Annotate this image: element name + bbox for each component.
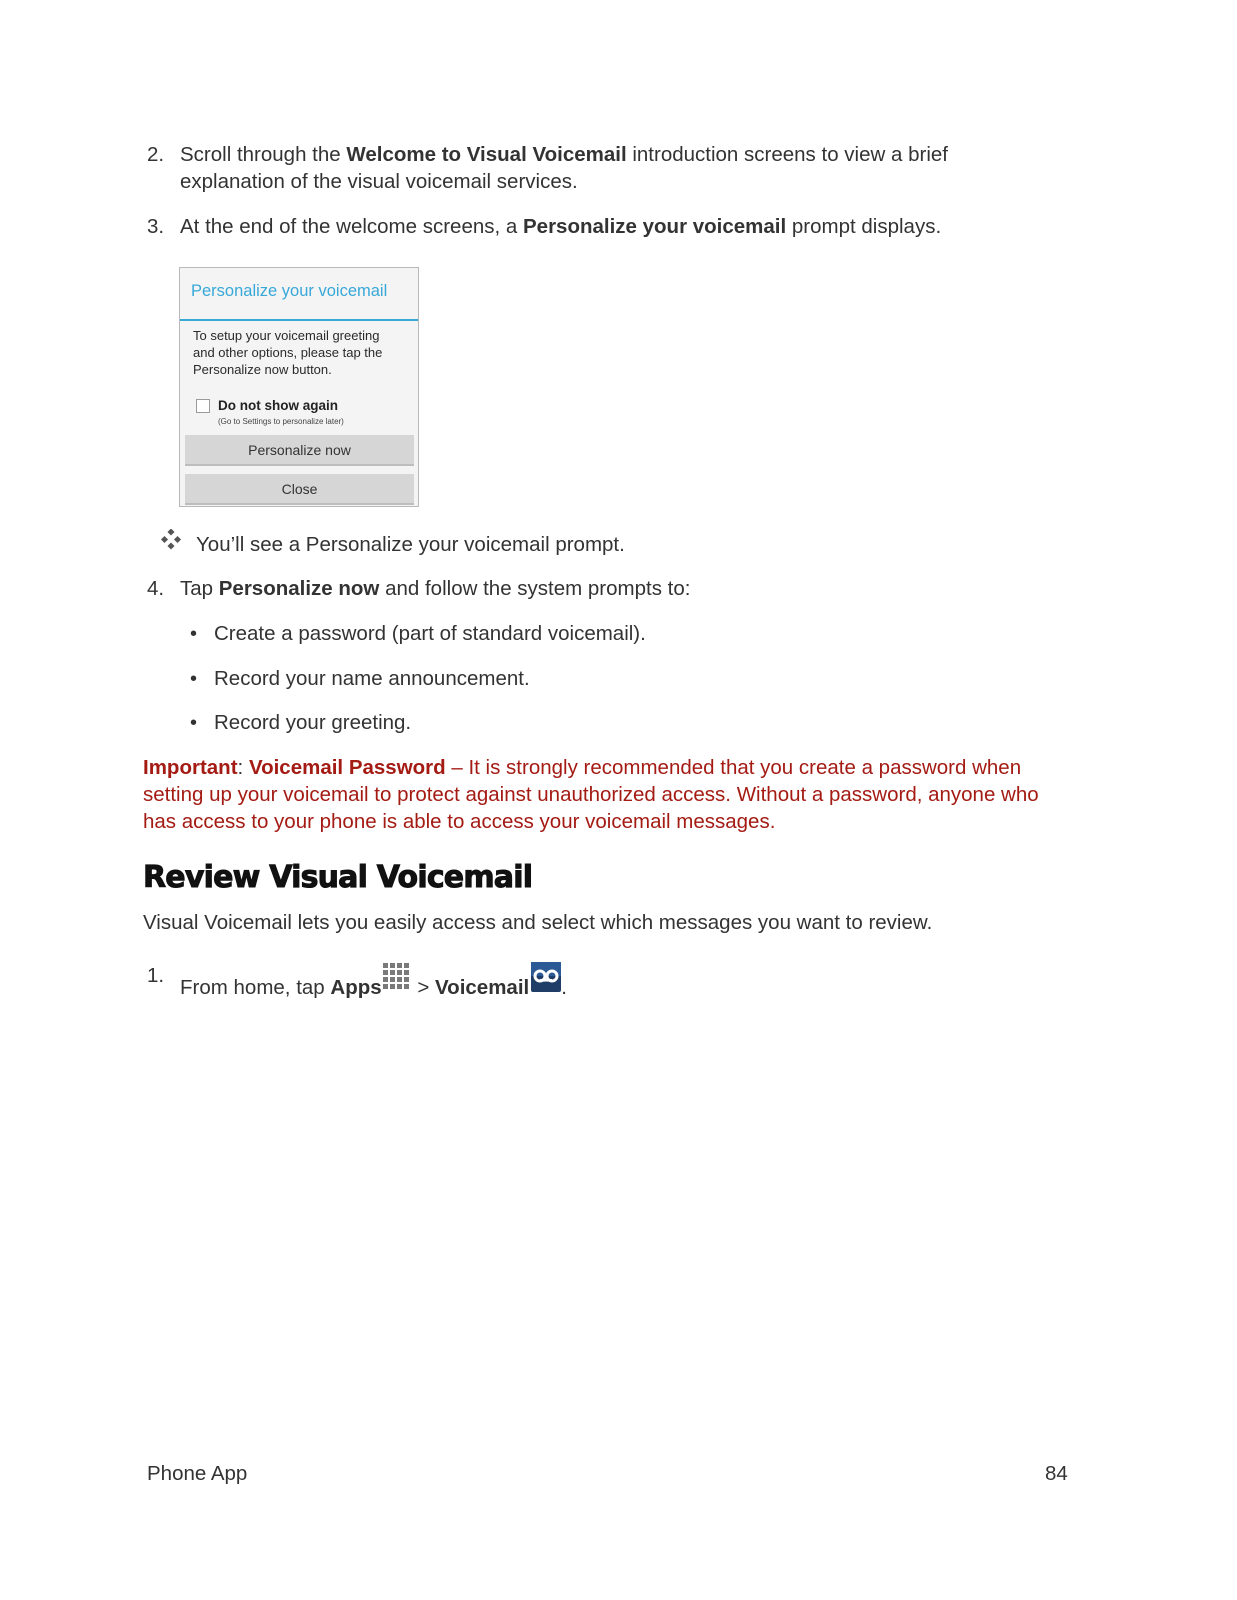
- do-not-show-hint: (Go to Settings to personalize later): [218, 417, 344, 426]
- dialog-title-divider: [180, 319, 418, 321]
- step-1-number: 1.: [147, 964, 165, 987]
- important-title: Voicemail Password: [248, 756, 446, 779]
- step-4-number: 4.: [147, 577, 165, 600]
- step-3-post: prompt displays.: [786, 215, 942, 238]
- step-2-line2: explanation of the visual voicemail services.: [180, 170, 578, 193]
- step-4-post: and follow the system prompts to:: [379, 577, 691, 600]
- personalize-now-button[interactable]: Personalize now: [185, 435, 414, 466]
- bullet-item: Record your name announcement.: [214, 667, 530, 690]
- step-3-number: 3.: [147, 215, 165, 238]
- do-not-show-checkbox[interactable]: [196, 399, 210, 413]
- note-diamond-icon: [160, 529, 182, 551]
- bullet-dot: •: [190, 712, 198, 734]
- section-intro: Visual Voicemail lets you easily access and select which messages you want to review.: [143, 911, 933, 934]
- important-colon: :: [237, 756, 244, 779]
- important-label: Important: [143, 756, 238, 779]
- dialog-body-line: To setup your voicemail greeting: [193, 328, 380, 343]
- step-2-text: [180, 141, 1080, 195]
- step-4-text: [180, 575, 1080, 602]
- step-2-post: introduction screens to view a brief: [626, 143, 948, 166]
- step-2-pre: Scroll through the: [180, 143, 347, 166]
- important-text: – It is strongly recommended that you create a password when setting up your voicemail to protect against unauthorized access. Without a password, anyone who has access to your phone is able to access your voicemail messages.: [143, 756, 1039, 833]
- dialog-body-line: Personalize now button.: [193, 362, 332, 377]
- bullet-dot: •: [190, 668, 198, 690]
- step-2-number: 2.: [147, 143, 165, 166]
- personalize-voicemail-dialog: [179, 267, 419, 507]
- bullet-item: Record your greeting.: [214, 711, 412, 734]
- section-heading: Review Visual Voicemail: [143, 860, 533, 895]
- step-3-bold: Personalize your voicemail: [523, 215, 787, 238]
- step-4-bold: Personalize now: [218, 577, 380, 600]
- apps-label: Apps: [330, 976, 382, 999]
- bullet-item: Create a password (part of standard voicemail).: [214, 622, 646, 645]
- dialog-body: [193, 327, 415, 378]
- note-text: You’ll see a Personalize your voicemail prompt.: [196, 533, 625, 556]
- bullet-dot: •: [190, 623, 198, 645]
- voicemail-icon: [531, 962, 561, 992]
- step-2-bold: Welcome to Visual Voicemail: [346, 143, 627, 166]
- step-1-pre: From home, tap: [180, 976, 331, 999]
- do-not-show-label: Do not show again: [218, 398, 338, 413]
- important-note: [143, 754, 1073, 835]
- apps-grid-icon: [382, 962, 412, 992]
- step-3-pre: At the end of the welcome screens, a: [180, 215, 523, 238]
- step-1-text: [180, 962, 1080, 1001]
- step-1-end: .: [561, 976, 567, 999]
- close-button[interactable]: Close: [185, 474, 414, 505]
- step-4-pre: Tap: [180, 577, 219, 600]
- voicemail-label: Voicemail: [435, 976, 530, 999]
- footer-section: Phone App: [147, 1462, 248, 1485]
- step-1-separator: >: [411, 976, 436, 999]
- dialog-body-line: and other options, please tap the: [193, 345, 383, 360]
- dialog-title: Personalize your voicemail: [191, 282, 388, 300]
- page-number: 84: [1045, 1462, 1068, 1485]
- step-3-text: [180, 213, 1080, 240]
